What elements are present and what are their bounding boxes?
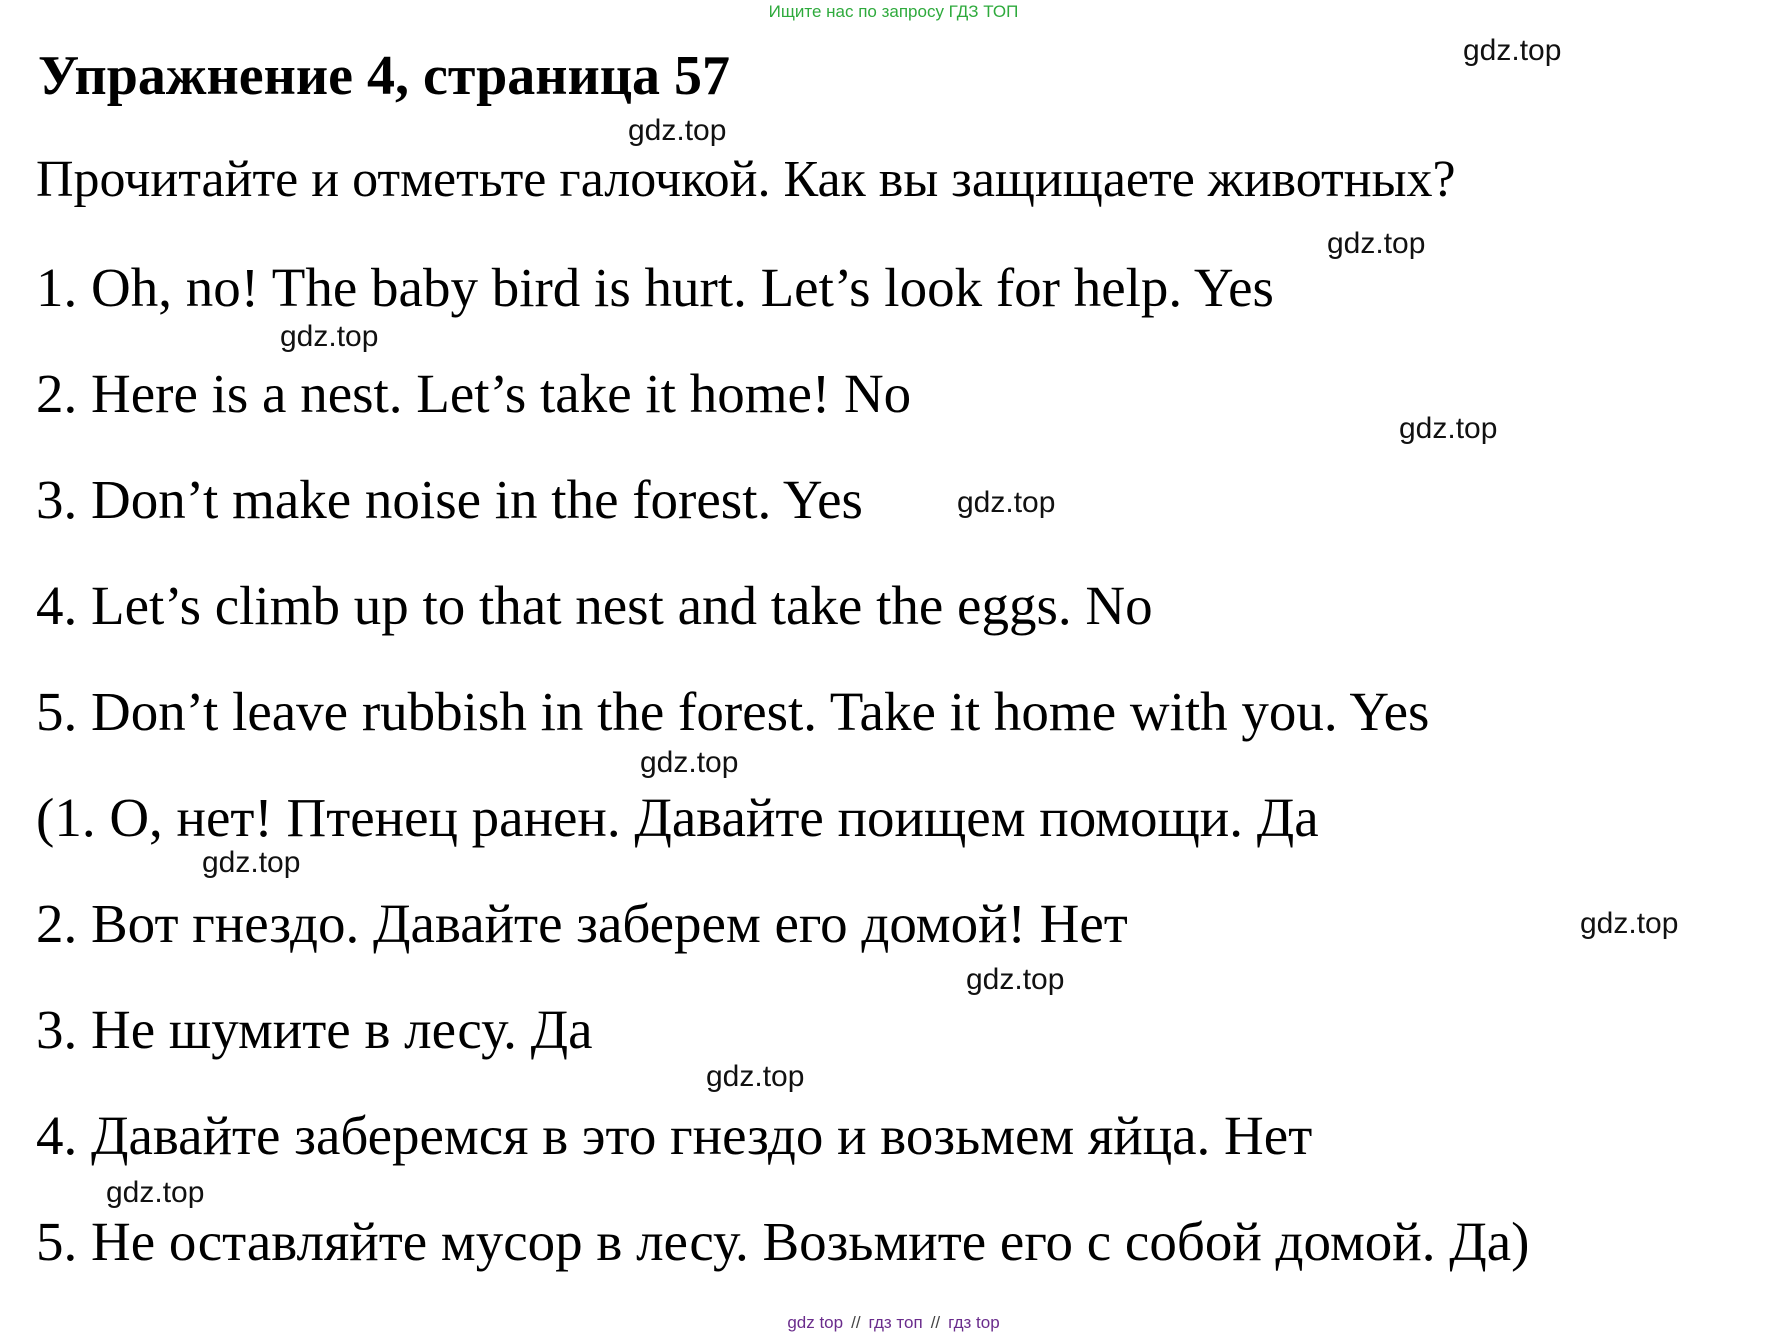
answer-line-en-4: 4. Let’s climb up to that nest and take the eggs. No — [36, 575, 1153, 636]
watermark: gdz.top — [1327, 227, 1426, 260]
answer-line-en-3: 3. Don’t make noise in the forest. Yes — [36, 469, 863, 530]
watermark: gdz.top — [628, 114, 727, 147]
footer-link-gdz-top-mixed[interactable]: гдз top — [948, 1313, 1000, 1332]
translation-line-ru-1: (1. О, нет! Птенец ранен. Давайте поищем помощи. Да — [36, 787, 1319, 848]
watermark: gdz.top — [280, 320, 379, 353]
footer-separator: // — [930, 1313, 941, 1332]
answer-line-en-2: 2. Here is a nest. Let’s take it home! No — [36, 363, 912, 424]
watermark: gdz.top — [706, 1060, 805, 1093]
exercise-instruction: Прочитайте и отметьте галочкой. Как вы защищаете животных? — [36, 151, 1456, 208]
translation-line-ru-5: 5. Не оставляйте мусор в лесу. Возьмите его с собой домой. Да) — [36, 1211, 1530, 1272]
footer-separator: // — [851, 1313, 861, 1332]
watermark: gdz.top — [957, 486, 1056, 519]
footer-link-gdz-top[interactable]: gdz top — [787, 1313, 844, 1332]
footer-link-gdz-top-ru[interactable]: гдз топ — [868, 1313, 923, 1332]
answer-line-en-1: 1. Oh, no! The baby bird is hurt. Let’s look for help. Yes — [36, 257, 1274, 318]
top-search-note: Ищите нас по запросу ГДЗ ТОП — [768, 2, 1019, 21]
page-title: Упражнение 4, страница 57 — [38, 45, 731, 107]
answer-line-en-5: 5. Don’t leave rubbish in the forest. Take it home with you. Yes — [36, 681, 1430, 742]
translation-line-ru-2: 2. Вот гнездо. Давайте заберем его домой! Нет — [36, 893, 1128, 954]
watermark: gdz.top — [640, 746, 739, 779]
watermark: gdz.top — [966, 963, 1065, 996]
watermark: gdz.top — [1580, 907, 1679, 940]
translation-line-ru-3: 3. Не шумите в лесу. Да — [36, 999, 593, 1060]
watermark: gdz.top — [202, 846, 301, 879]
footer-links — [0, 1313, 1787, 1333]
translation-line-ru-4: 4. Давайте заберемся в это гнездо и возьмем яйца. Нет — [36, 1105, 1313, 1166]
watermark: gdz.top — [106, 1176, 205, 1209]
watermark: gdz.top — [1463, 34, 1562, 67]
watermark: gdz.top — [1399, 412, 1498, 445]
